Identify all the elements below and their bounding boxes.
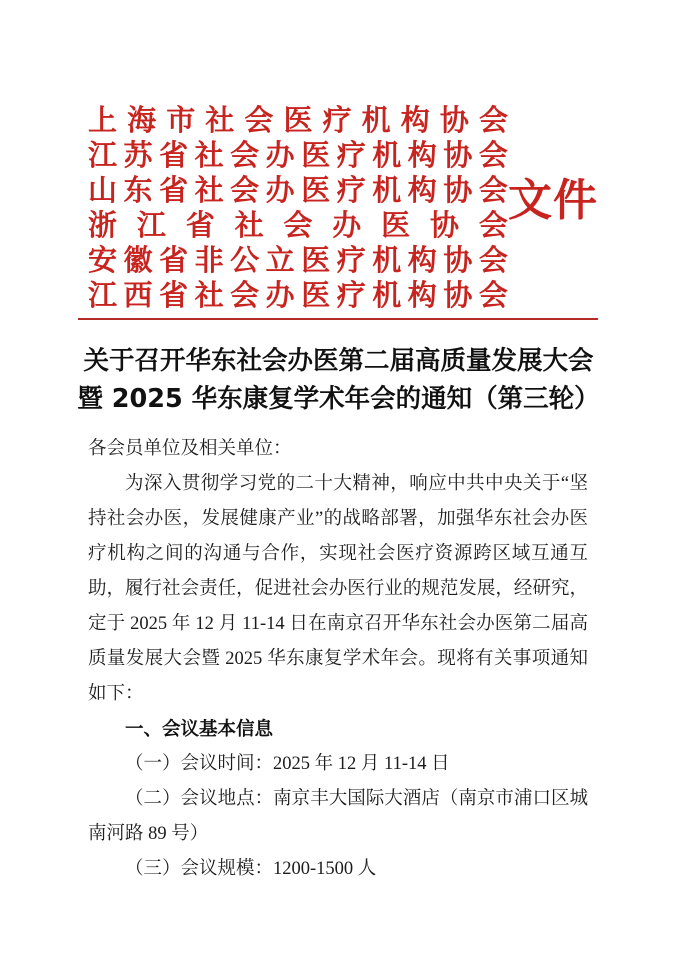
organization-char: 会: [230, 280, 260, 312]
meeting-scale-item: （三）会议规模：1200-1500 人: [125, 859, 377, 879]
organization-char: 公: [230, 245, 260, 277]
organization-char: 会: [244, 105, 274, 137]
organization-char: 办: [265, 280, 295, 312]
organization-char: 机: [372, 140, 402, 172]
organization-char: 会: [478, 105, 508, 137]
organization-char: 省: [185, 210, 215, 242]
organization-char: 安: [88, 245, 118, 277]
organization-char: 山: [88, 175, 118, 207]
organization-char: 机: [372, 280, 402, 312]
organization-char: 疗: [336, 245, 366, 277]
organization-char: 构: [407, 140, 437, 172]
organization-char: 社: [194, 280, 224, 312]
organization-char: 机: [372, 245, 402, 277]
organization-char: 非: [194, 245, 224, 277]
organization-char: 疗: [322, 105, 352, 137]
organization-char: 社: [194, 175, 224, 207]
organization-char: 协: [439, 105, 469, 137]
organization-char: 省: [159, 175, 189, 207]
organization-char: 协: [443, 175, 473, 207]
document-title-line-1: 关于召开华东社会办医第二届高质量发展大会: [83, 346, 594, 376]
organization-line-2: [88, 139, 508, 174]
masthead: [0, 104, 677, 314]
organization-char: 市: [166, 105, 196, 137]
organization-char: 社: [205, 105, 235, 137]
section-heading-1: 一、会议基本信息: [125, 719, 274, 740]
organization-line-4: [88, 209, 508, 244]
organization-char: 机: [361, 105, 391, 137]
organization-char: 办: [265, 140, 295, 172]
organization-char: 浙: [88, 210, 118, 242]
organization-line-3: [88, 174, 508, 209]
organization-char: 会: [478, 210, 508, 242]
body-paragraph-1: 为深入贯彻学习党的二十大精神，响应中共中央关于“坚持社会办医，发展健康产业”的战略部署，加强华东社会办医疗机构之间的沟通与合作，实现社会医疗资源跨区域互通互助，履行社会责任，促进社会办医行业的规范发展，经研究，定于 2025 年 12 月 11-14 日在南京召开华东社会办医第二届高质量发展大会暨 2025 华东康复学术年会。现将有关事项通知如下：: [88, 474, 588, 704]
organization-char: 构: [407, 280, 437, 312]
organization-char: 省: [159, 140, 189, 172]
organization-char: 医: [301, 175, 331, 207]
organization-char: 江: [88, 140, 118, 172]
organization-char: 协: [443, 245, 473, 277]
organization-char: 省: [159, 280, 189, 312]
organization-char: 苏: [123, 140, 153, 172]
organization-char: 医: [301, 140, 331, 172]
organization-char: 徽: [123, 245, 153, 277]
organization-char: 会: [478, 245, 508, 277]
organization-char: 会: [283, 210, 313, 242]
organization-char: 医: [283, 105, 313, 137]
salutation: 各会员单位及相关单位：: [88, 439, 292, 459]
organization-line-5: [88, 244, 508, 279]
organization-char: 海: [127, 105, 157, 137]
red-divider-rule: [78, 318, 598, 320]
organization-char: 会: [478, 280, 508, 312]
organization-char: 疗: [336, 140, 366, 172]
organization-char: 机: [372, 175, 402, 207]
organization-char: 疗: [336, 280, 366, 312]
organization-char: 构: [407, 175, 437, 207]
organization-char: 东: [123, 175, 153, 207]
organization-char: 医: [301, 280, 331, 312]
organization-char: 社: [194, 140, 224, 172]
organization-line-1: [88, 104, 508, 139]
organization-char: 会: [230, 175, 260, 207]
organization-char: 江: [136, 210, 166, 242]
meeting-time-item: （一）会议时间：2025 年 12 月 11-14 日: [125, 754, 450, 774]
organization-line-6: [88, 279, 508, 314]
document-title-line-2: 暨 2025 华东康复学术年会的通知（第三轮）: [77, 384, 600, 414]
organization-char: 协: [443, 140, 473, 172]
organization-char: 立: [265, 245, 295, 277]
organization-char: 疗: [336, 175, 366, 207]
organization-char: 社: [234, 210, 264, 242]
document-body: [88, 432, 588, 887]
organization-char: 构: [407, 245, 437, 277]
organization-char: 江: [88, 280, 118, 312]
organization-char: 协: [443, 280, 473, 312]
organization-char: 办: [332, 210, 362, 242]
organization-char: 上: [88, 105, 118, 137]
document-title: [60, 342, 617, 418]
organization-char: 医: [301, 245, 331, 277]
organization-char: 会: [478, 140, 508, 172]
organization-char: 构: [400, 105, 430, 137]
organization-char: 西: [123, 280, 153, 312]
meeting-venue-item: （二）会议地点：南京丰大国际大酒店（南京市浦口区城南河路 89 号）: [88, 789, 588, 844]
document-word-label: 文件: [508, 176, 598, 225]
organization-char: 协: [430, 210, 460, 242]
organization-char: 省: [159, 245, 189, 277]
organization-char: 会: [478, 175, 508, 207]
organization-char: 办: [265, 175, 295, 207]
organization-list: [88, 104, 508, 314]
organization-char: 会: [230, 140, 260, 172]
organization-char: 医: [381, 210, 411, 242]
